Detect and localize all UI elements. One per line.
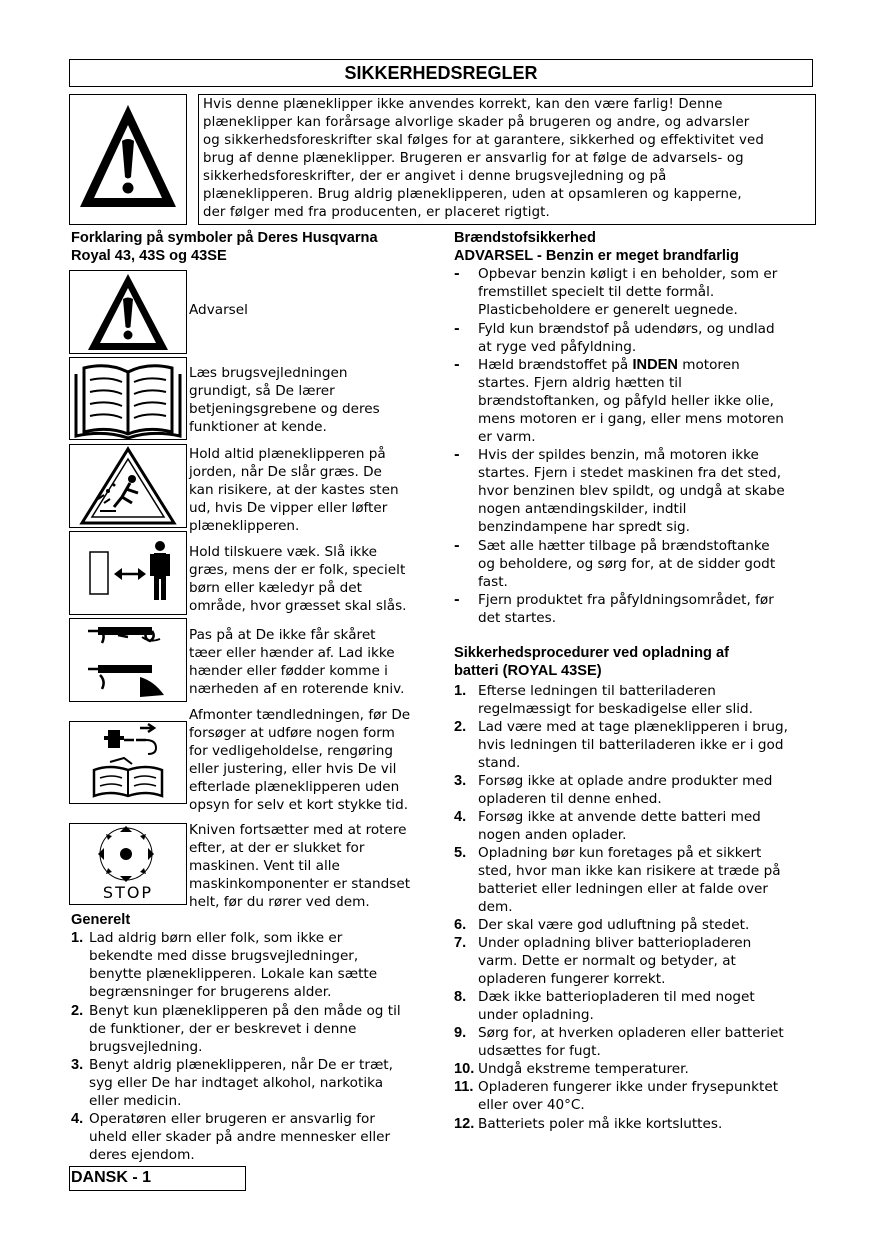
- keep-distance-icon: [69, 531, 187, 615]
- list-text-line: bekendte med disse brugsvejledninger,: [89, 948, 359, 964]
- list-item: [71, 929, 377, 1001]
- list-text-line: benytte plæneklipperen. Lokale kan sætte: [89, 966, 378, 982]
- text-run: Hæld brændstoffet på: [478, 357, 633, 373]
- list-text-line: Undgå ekstreme temperaturer.: [478, 1061, 689, 1077]
- list-text-line: fast.: [478, 574, 508, 590]
- list-dash: -: [454, 357, 460, 373]
- list-text-line: Dæk ikke batteriopladeren til med noget: [478, 989, 755, 1005]
- symbol-description: [189, 706, 439, 814]
- charging-heading-line: Sikkerhedsprocedurer ved opladning af: [454, 645, 729, 661]
- list-text-line: Operatøren eller brugeren er ansvarlig for: [89, 1111, 375, 1127]
- list-text-line: fremstillet specielt til dette formål.: [478, 284, 715, 300]
- list-text-line: udsættes for fugt.: [478, 1043, 601, 1059]
- stop-label: STOP: [102, 883, 154, 902]
- list-text-line: Sæt alle hætter tilbage på brændstoftanke: [478, 538, 770, 554]
- symbol-text-line: Kniven fortsætter med at rotere: [189, 822, 407, 838]
- list-text-line: benzindampene har spredt sig.: [478, 519, 690, 535]
- list-item: [454, 718, 788, 772]
- symbol-text-line: grundigt, så De lærer: [189, 383, 335, 399]
- symbols-heading: [71, 229, 378, 265]
- list-dash: -: [454, 266, 460, 282]
- disconnect-spark-plug-icon: [69, 721, 187, 804]
- symbol-text-line: jorden, når De slår græs. De: [189, 464, 382, 480]
- list-item: [454, 356, 784, 446]
- symbol-text-line: Pas på at De ikke får skåret: [189, 627, 376, 643]
- list-text-line: Batteriets poler må ikke kortsluttes.: [478, 1116, 723, 1132]
- symbol-text-line: Læs brugsvejledningen: [189, 365, 348, 381]
- symbol-text-line: funktioner at kende.: [189, 419, 327, 435]
- symbol-text-line: børn eller kæledyr på det: [189, 580, 362, 596]
- list-text-line: Der skal være god udluftning på stedet.: [478, 917, 750, 933]
- page-footer: DANSK - 1: [69, 1166, 246, 1191]
- list-number: 6.: [454, 917, 467, 933]
- symbol-text-line: betjeningsgrebene og deres: [189, 401, 380, 417]
- intro-line: der følger med fra producenten, er placeret rigtigt.: [203, 205, 550, 220]
- list-text-line: er varm.: [478, 429, 536, 445]
- list-number: 4.: [454, 809, 467, 825]
- list-item: [454, 320, 775, 356]
- list-text-line: hvor benzinen blev spildt, og undgå at skabe: [478, 483, 785, 499]
- symbol-description: [189, 364, 439, 436]
- charging-heading: [454, 644, 729, 680]
- list-number: 11.: [454, 1079, 474, 1095]
- list-text-line: Benyt kun plæneklipperen på den måde og til: [89, 1003, 401, 1019]
- list-text-line: uheld eller skader på andre mennesker eller: [89, 1129, 391, 1145]
- list-text-line: de funktioner, der er beskrevet i denne: [89, 1021, 357, 1037]
- symbol-text-line: område, hvor græsset skal slås.: [189, 598, 407, 614]
- list-text-line: deres ejendom.: [89, 1147, 195, 1163]
- list-text-line: Fyld kun brændstof på udendørs, og undlad: [478, 321, 775, 337]
- list-dash: -: [454, 538, 460, 554]
- list-text-line: opladeren til denne enhed.: [478, 791, 662, 807]
- symbol-text-line: Hold tilskuere væk. Slå ikke: [189, 544, 378, 560]
- list-number: 4.: [71, 1111, 84, 1127]
- symbol-text-line: græs, mens der er folk, specielt: [189, 562, 406, 578]
- symbol-text-line: plæneklipperen.: [189, 518, 300, 534]
- list-text-line: Opbevar benzin køligt i en beholder, som er: [478, 266, 778, 282]
- list-text-line: under opladning.: [478, 1007, 594, 1023]
- list-text-line: Sørg for, at hverken opladeren eller batteriet: [478, 1025, 784, 1041]
- text-run: motoren: [677, 357, 740, 373]
- list-number: 1.: [454, 683, 467, 699]
- list-text-line: brugsvejledning.: [89, 1039, 203, 1055]
- symbol-text-line: ud, hvis De vipper eller løfter: [189, 500, 388, 516]
- list-item: [454, 1024, 784, 1060]
- symbol-text-line: tæer eller hænder af. Lad ikke: [189, 645, 395, 661]
- symbol-description: [189, 821, 439, 911]
- list-text-line: Benyt aldrig plæneklipperen, når De er træt,: [89, 1057, 393, 1073]
- list-text-line: Forsøg ikke at oplade andre produkter med: [478, 773, 773, 789]
- list-number: 1.: [71, 930, 84, 946]
- list-text-line: [478, 356, 784, 374]
- open-book-icon: [69, 357, 187, 440]
- list-number: 8.: [454, 989, 467, 1005]
- warning-triangle-icon: [69, 94, 187, 225]
- intro-line: plæneklipperen. Brug aldrig plæneklipperen, uden at opsamleren og kapperne,: [203, 187, 742, 202]
- symbol-text-line: eller justering, eller hvis De vil: [189, 761, 397, 777]
- list-item: [454, 1060, 689, 1078]
- symbol-description: [189, 626, 439, 698]
- list-text-line: brændstoftanken, og påfyld heller ikke olie,: [478, 393, 774, 409]
- list-text-line: Under opladning bliver batteriopladeren: [478, 935, 752, 951]
- list-dash: -: [454, 321, 460, 337]
- list-item: [71, 1110, 390, 1164]
- symbol-text-line: efter, at der er slukket for: [189, 840, 365, 856]
- symbol-text-line: kan risikere, at der kastes sten: [189, 482, 399, 498]
- list-text-line: syg eller De har indtaget alkohol, narkotika: [89, 1075, 384, 1091]
- list-item: [454, 988, 755, 1024]
- list-item: [71, 1056, 393, 1110]
- symbol-text-line: opsyn for selv et kort stykke tid.: [189, 797, 409, 813]
- list-text-line: opladeren fungerer korrekt.: [478, 971, 666, 987]
- intro-line: brug af denne plæneklipper. Brugeren er ansvarlig for at følge de advarsels- og: [203, 151, 744, 166]
- list-text-line: Forsøg ikke at anvende dette batteri med: [478, 809, 761, 825]
- list-item: [71, 1002, 401, 1056]
- warning-triangle-icon: [69, 270, 187, 354]
- list-text-line: startes. Fjern aldrig hætten til: [478, 375, 682, 391]
- list-item: [454, 1115, 722, 1133]
- symbol-text-line: for vedligeholdelse, rengøring: [189, 743, 393, 759]
- list-text-line: sted, hvor man ikke kan risikere at træde på: [478, 863, 781, 879]
- symbol-text-line: maskinkomponenter er standset: [189, 876, 411, 892]
- list-item: [454, 591, 774, 627]
- list-item: [454, 682, 753, 718]
- list-text-line: nogen antændingskilder, indtil: [478, 501, 687, 517]
- list-text-line: startes. Fjern i stedet maskinen fra det sted,: [478, 465, 782, 481]
- list-text-line: at ryge ved påfyldning.: [478, 339, 637, 355]
- symbol-text-line: hænder eller fødder komme i: [189, 663, 388, 679]
- symbol-text-line: Afmonter tændledningen, før De: [189, 707, 411, 723]
- symbol-description: [189, 445, 439, 535]
- symbols-heading-line: Royal 43, 43S og 43SE: [71, 248, 227, 264]
- general-heading: Generelt: [71, 912, 131, 928]
- list-text-line: Fjern produktet fra påfyldningsområdet, før: [478, 592, 774, 608]
- list-dash: -: [454, 592, 460, 608]
- list-text-line: regelmæssigt for beskadigelse eller slid.: [478, 701, 754, 717]
- list-number: 7.: [454, 935, 467, 951]
- blade-hazard-icon: [69, 618, 187, 702]
- list-text-line: det startes.: [478, 610, 557, 626]
- list-number: 9.: [454, 1025, 467, 1041]
- list-text-line: Lad aldrig børn eller folk, som ikke er: [89, 930, 343, 946]
- fuel-heading: Brændstofsikkerhed: [454, 230, 596, 246]
- list-item: [454, 537, 775, 591]
- list-item: [454, 844, 781, 916]
- list-item: [454, 446, 785, 536]
- list-item: [454, 916, 749, 934]
- fuel-warning: ADVARSEL - Benzin er meget brandfarlig: [454, 248, 739, 264]
- list-text-line: eller over 40°C.: [478, 1097, 585, 1113]
- list-item: [454, 934, 751, 988]
- intro-line: Hvis denne plæneklipper ikke anvendes korrekt, kan den være farlig! Denne: [203, 97, 723, 112]
- intro-line: og sikkerhedsforeskrifter skal følges for at garantere, sikkerhed og effektivitet ved: [203, 133, 764, 148]
- symbol-text-line: efterlade plæneklipperen uden: [189, 779, 400, 795]
- symbol-description: [189, 543, 439, 615]
- list-item: [454, 1078, 778, 1114]
- symbol-text-line: Hold altid plæneklipperen på: [189, 446, 386, 462]
- list-number: 3.: [71, 1057, 84, 1073]
- symbol-description: [189, 301, 439, 319]
- intro-line: sikkerhedsforeskrifter, der er angivet i denne brugsvejledning og på: [203, 169, 667, 184]
- list-number: 5.: [454, 845, 467, 861]
- list-number: 3.: [454, 773, 467, 789]
- symbol-text-line: forsøger at udføre nogen form: [189, 725, 395, 741]
- list-text-line: Opladning bør kun foretages på et sikkert: [478, 845, 762, 861]
- list-number: 12.: [454, 1116, 475, 1132]
- list-text-line: dem.: [478, 899, 513, 915]
- intro-line: plæneklipper kan forårsage alvorlige skader på brugeren og andre, og advarsler: [203, 115, 750, 130]
- list-text-line: begrænsninger for brugerens alder.: [89, 984, 332, 1000]
- intro-warning-text: [198, 94, 816, 225]
- list-text-line: batteriet eller ledningen eller at falde over: [478, 881, 768, 897]
- list-number: 2.: [454, 719, 467, 735]
- thrown-objects-icon: [69, 444, 187, 528]
- list-item: [454, 265, 777, 319]
- list-text-line: Opladeren fungerer ikke under frysepunktet: [478, 1079, 779, 1095]
- list-text-line: og beholdere, og sørg for, at de sidder godt: [478, 556, 776, 572]
- list-text-line: Hvis der spildes benzin, må motoren ikke: [478, 447, 759, 463]
- list-text-line: stand.: [478, 755, 521, 771]
- list-dash: -: [454, 447, 460, 463]
- list-text-line: nogen anden oplader.: [478, 827, 627, 843]
- list-text-line: Lad være med at tage plæneklipperen i brug,: [478, 719, 788, 735]
- list-text-line: Efterse ledningen til batteriladeren: [478, 683, 716, 699]
- charging-heading-line: batteri (ROYAL 43SE): [454, 663, 602, 679]
- symbol-text-line: helt, før du rører ved dem.: [189, 894, 370, 910]
- list-text-line: Plasticbeholdere er generelt uegnede.: [478, 302, 738, 318]
- emphasis-inden: INDEN: [632, 357, 678, 373]
- list-text-line: eller medicin.: [89, 1093, 182, 1109]
- list-text-line: hvis ledningen til batteriladeren ikke er i god: [478, 737, 784, 753]
- page-title: SIKKERHEDSREGLER: [69, 59, 813, 87]
- list-number: 2.: [71, 1003, 84, 1019]
- list-item: [454, 772, 772, 808]
- list-text-line: mens motoren er i gang, eller mens motoren: [478, 411, 784, 427]
- list-text-line: varm. Dette er normalt og betyder, at: [478, 953, 736, 969]
- symbol-text-line: nærheden af en roterende kniv.: [189, 681, 405, 697]
- symbol-text-line: Advarsel: [189, 302, 248, 318]
- list-item: [454, 808, 761, 844]
- list-number: 10.: [454, 1061, 475, 1077]
- symbol-text-line: maskinen. Vent til alle: [189, 858, 340, 874]
- symbols-heading-line: Forklaring på symboler på Deres Husqvarna: [71, 230, 378, 246]
